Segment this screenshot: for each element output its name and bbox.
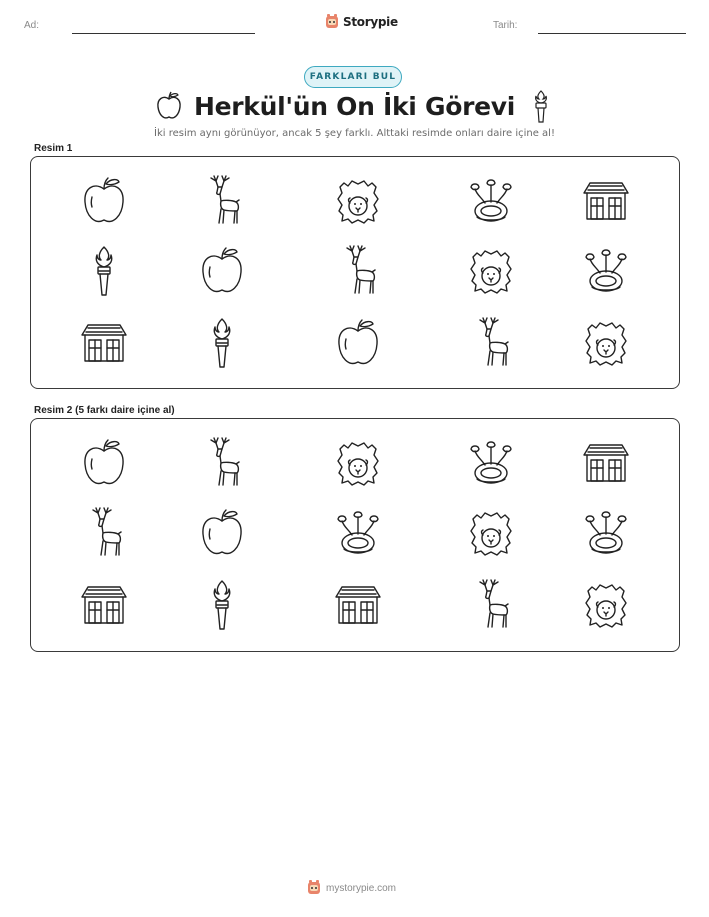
picture2-stable-icon[interactable] xyxy=(330,577,386,633)
picture1-apple-icon xyxy=(330,315,386,371)
name-line[interactable] xyxy=(72,33,255,34)
picture2-apple-icon[interactable] xyxy=(76,435,132,491)
picture1-stable-icon xyxy=(76,315,132,371)
torch-icon xyxy=(532,90,550,124)
picture1-lion-pelt-icon xyxy=(578,315,634,371)
picture2-hydra-icon[interactable] xyxy=(463,435,519,491)
picture2-lion-pelt-icon[interactable] xyxy=(578,577,634,633)
date-line[interactable] xyxy=(538,33,686,34)
picture2-hydra-icon[interactable] xyxy=(578,505,634,561)
picture1-apple-icon xyxy=(194,243,250,299)
picture1-torch-icon xyxy=(76,243,132,299)
picture1-stable-icon xyxy=(578,173,634,229)
activity-badge: FARKLARI BUL xyxy=(304,66,402,88)
picture2-apple-icon[interactable] xyxy=(194,505,250,561)
storypie-mascot-icon xyxy=(307,880,321,896)
picture2-deer-icon[interactable] xyxy=(76,505,132,561)
picture2-deer-icon[interactable] xyxy=(194,435,250,491)
page-title: Herkül'ün On İki Görevi xyxy=(193,92,516,121)
picture2-lion-pelt-icon[interactable] xyxy=(330,435,386,491)
picture2-deer-icon[interactable] xyxy=(463,577,519,633)
instructions: İki resim aynı görünüyor, ancak 5 şey farklı. Alttaki resimde onları daire içine al! xyxy=(154,128,555,139)
picture1-deer-icon xyxy=(194,173,250,229)
picture1-label: Resim 1 xyxy=(34,143,73,154)
footer xyxy=(307,880,396,896)
picture1-deer-icon xyxy=(330,243,386,299)
picture1-torch-icon xyxy=(194,315,250,371)
picture2-lion-pelt-icon[interactable] xyxy=(463,505,519,561)
picture1-hydra-icon xyxy=(578,243,634,299)
picture2-hydra-icon[interactable] xyxy=(330,505,386,561)
picture2-stable-icon[interactable] xyxy=(578,435,634,491)
footer-url: mystorypie.com xyxy=(326,882,397,894)
picture1-apple-icon xyxy=(76,173,132,229)
picture2-stable-icon[interactable] xyxy=(76,577,132,633)
brand-logo xyxy=(325,14,398,30)
brand-name: Storypie xyxy=(343,15,398,29)
date-label: Tarih: xyxy=(493,20,518,31)
picture1-lion-pelt-icon xyxy=(463,243,519,299)
picture2-torch-icon[interactable] xyxy=(194,577,250,633)
name-label: Ad: xyxy=(24,20,40,31)
picture1-deer-icon xyxy=(463,315,519,371)
picture1-panel xyxy=(30,156,680,389)
picture1-hydra-icon xyxy=(463,173,519,229)
storypie-mascot-icon xyxy=(325,14,339,30)
picture2-panel[interactable] xyxy=(30,418,680,652)
picture1-lion-pelt-icon xyxy=(330,173,386,229)
picture2-label: Resim 2 (5 farkı daire içine al) xyxy=(34,405,175,416)
